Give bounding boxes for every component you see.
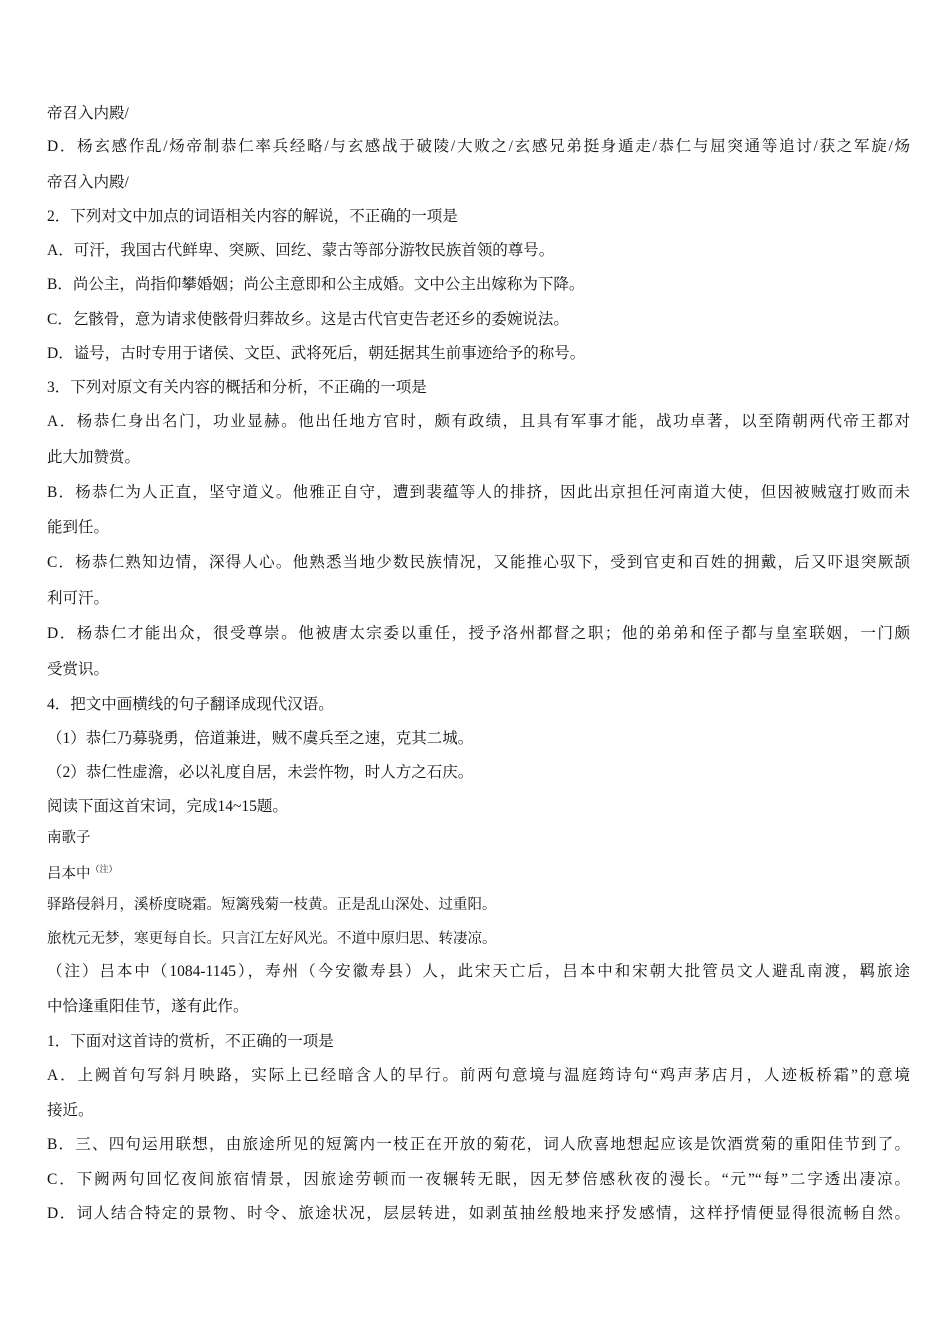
pq1-option-c: C．下阙两句回忆夜间旅宿情景，因旅途劳顿而一夜辗转无眠，因无梦倍感秋夜的漫长。“元”“每”二字透出凄凉。	[47, 1171, 910, 1188]
q4-sentence-1: （1）恭仁乃募骁勇，倍道兼进，贼不虞兵至之速，克其二城。	[47, 730, 474, 747]
q2-option-d: D．谥号，古时专用于诸侯、文臣、武将死后，朝廷据其生前事迹给予的称号。	[47, 345, 586, 362]
poem-author: 吕本中$^{(注)}$	[47, 865, 118, 882]
q3-option-b: B．杨恭仁为人正直，坚守道义。他雅正自守，遭到裴蕴等人的排挤，因此出京担任河南道大使，但因被贼寇打败而未	[47, 484, 910, 501]
note-mark: （注）	[90, 865, 118, 875]
poem-title: 南歌子	[47, 830, 91, 846]
question-3-heading: 3．下列对原文有关内容的概括和分析，不正确的一项是	[47, 379, 427, 396]
text-line: 帝召入内殿/	[47, 105, 129, 122]
poem-instruction: 阅读下面这首宋词，完成14~15题。	[47, 798, 288, 815]
question-4-heading: 4．把文中画横线的句子翻译成现代汉语。	[47, 696, 334, 713]
q2-option-b: B．尚公主，尚指仰攀婚姻；尚公主意即和公主成婚。文中公主出嫁称为下降。	[47, 276, 585, 293]
pq1-option-a: A．上阙首句写斜月映路，实际上已经暗含人的早行。前两句意境与温庭筠诗句“鸡声茅店月，人迹板桥霜”的意境	[47, 1067, 910, 1084]
q3-option-d-cont: 受赏识。	[47, 661, 110, 678]
q3-option-a: A．杨恭仁身出名门，功业显赫。他出任地方官时，颇有政绩，且具有军事才能，战功卓著，以至隋朝两代帝王都对	[47, 413, 910, 430]
q2-option-a: A．可汗，我国古代鲜卑、突厥、回纥、蒙古等部分游牧民族首领的尊号。	[47, 242, 555, 259]
option-d-line: D．杨玄感作乱/炀帝制恭仁率兵经略/与玄感战于破陵/大败之/玄感兄弟挺身遁走/恭仁与屈突通等追讨/获之军旋/炀	[47, 138, 910, 155]
q3-option-c-cont: 利可汗。	[47, 590, 110, 607]
q3-option-d: D．杨恭仁才能出众，很受尊崇。他被唐太宗委以重任，授予洛州都督之职；他的弟弟和侄子都与皇室联姻，一门颇	[47, 625, 910, 642]
q2-option-c: C．乞骸骨，意为请求使骸骨归葬故乡。这是古代官吏告老还乡的委婉说法。	[47, 311, 569, 328]
q4-sentence-2: （2）恭仁性虚澹，必以礼度自居，未尝忤物，时人方之石庆。	[47, 764, 474, 781]
poem-note-cont: 中恰逢重阳佳节，遂有此作。	[47, 998, 249, 1015]
poem-question-1-heading: 1．下面对这首诗的赏析，不正确的一项是	[47, 1033, 334, 1050]
poem-stanza-2: 旅枕元无梦，寒更每自长。只言江左好风光。不道中原归思、转凄凉。	[47, 931, 497, 947]
pq1-option-d: D．词人结合特定的景物、时令、旅途状况，层层转进，如剥茧抽丝般地来抒发感情，这样抒情便显得很流畅自然。	[47, 1205, 910, 1222]
q3-option-a-cont: 此大加赞赏。	[47, 449, 141, 466]
text-line: 帝召入内殿/	[47, 174, 129, 191]
poem-note: （注）吕本中（1084-1145），寿州（今安徽寿县）人，此宋天亡后，吕本中和宋朝大批管员文人避乱南渡，羁旅途	[47, 963, 910, 980]
q3-option-b-cont: 能到任。	[47, 519, 110, 536]
poem-stanza-1: 驿路侵斜月，溪桥度晓霜。短篱残菊一枝黄。正是乱山深处、过重阳。	[47, 897, 497, 913]
pq1-option-b: B．三、四句运用联想，由旅途所见的短篱内一枝正在开放的菊花，词人欣喜地想起应该是饮酒赏菊的重阳佳节到了。	[47, 1136, 910, 1153]
question-2-heading: 2．下列对文中加点的词语相关内容的解说，不正确的一项是	[47, 208, 458, 225]
q3-option-c: C．杨恭仁熟知边情，深得人心。他熟悉当地少数民族情况，又能推心驭下，受到官吏和百姓的拥戴，后又吓退突厥颉	[47, 554, 910, 571]
pq1-option-a-cont: 接近。	[47, 1102, 94, 1119]
